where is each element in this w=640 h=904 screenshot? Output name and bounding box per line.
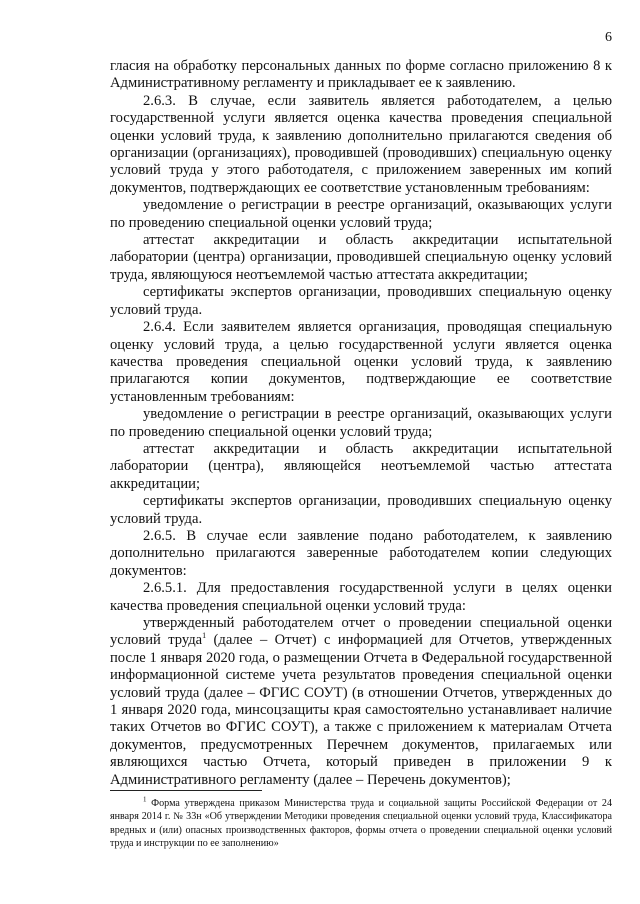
paragraph-accreditation-certificate: аттестат аккредитации и область аккредитации испытательной лаборатории (центра) организации, проводившей специальную оценку условий труда, являющуюся неотъемлемой частью аттестата аккредитации; <box>110 232 612 283</box>
body-text <box>110 58 612 789</box>
footnote-text: Форма утверждена приказом Министерства труда и социальной защиты Российской Федерации от 24 января 2014 г. № 33н «Об утверждении Методики проведения специальной оценки условий труда, Классификатора вредных и (или) опасных производственных факторов, формы отчета о проведении специальной оценки условий труда и инструкции по ее заполнению» <box>110 798 612 849</box>
paragraph-expert-certificates: сертификаты экспертов организации, проводивших специальную оценку условий труда. <box>110 284 612 318</box>
paragraph-2-6-3: 2.6.3. В случае, если заявитель является работодателем, а целью государственной услуги является оценка качества проведения специальной оценки условий труда, к заявлению дополнительно прилагаются сведения об организации (организациях), проводившей (проводивших) специальную оценку условий труда у этого работодателя, с приложением заверенных им копий документов, подтверждающих ее соответствие установленным требованиям: <box>110 92 612 196</box>
paragraph-continuation: гласия на обработку персональных данных по форме согласно приложению 8 к Административному регламенту и прикладывает ее к заявлению. <box>110 58 612 92</box>
paragraph-registry-notice-2: уведомление о регистрации в реестре организаций, оказывающих услуги по проведению специальной оценки условий труда; <box>110 406 612 440</box>
paragraph-expert-certificates-2: сертификаты экспертов организации, проводивших специальную оценку условий труда. <box>110 493 612 527</box>
paragraph-registry-notice: уведомление о регистрации в реестре организаций, оказывающих услуги по проведению специальной оценки условий труда; <box>110 197 612 231</box>
report-text-end: (далее – Отчет) с информацией для Отчетов, утвержденных после 1 января 2020 года, о размещении Отчета в Федеральной государственной информационной системе учета результатов проведения специальной оценки условий труда (далее – ФГИС СОУТ) (в отношении Отчетов, утвержденных до 1 января 2020 года, минсоцзащиты края самостоятельно устанавливает наличие таких Отчетов во ФГИС СОУТ), а также с приложением к материалам Отчета документов, предусмотренных Перечнем документов, прилагаемых или являющихся частью Отчета, который приведен в приложении 9 к Административного регламенту (далее – Перечень документов); <box>110 632 613 788</box>
page-number: 6 <box>605 30 612 45</box>
paragraph-accreditation-certificate-2: аттестат аккредитации и область аккредитации испытательной лаборатории (центра), являющейся неотъемлемой частью аттестата аккредитации; <box>110 440 612 492</box>
paragraph-approved-report <box>110 615 612 789</box>
footnote-mark: 1 <box>143 795 147 804</box>
footnote-divider <box>110 790 262 791</box>
footnote <box>110 797 612 850</box>
report-text-start: утвержденный работодателем отчет о проведении специальной оценки условий труда <box>110 615 612 649</box>
paragraph-2-6-5-1: 2.6.5.1. Для предоставления государственной услуги в целях оценки качества проведения специальной оценки условий труда: <box>110 580 612 614</box>
footnote-reference: 1 <box>202 631 207 641</box>
paragraph-2-6-5: 2.6.5. В случае если заявление подано работодателем, к заявлению дополнительно прилагаются заверенные работодателем копии следующих документов: <box>110 527 612 579</box>
paragraph-2-6-4: 2.6.4. Если заявителем является организация, проводящая специальную оценку условий труда, а целью государственной услуги является оценка качества проведения специальной оценки условий труда, к заявлению прилагаются копии документов, подтверждающие ее соответствие установленным требованиям: <box>110 319 612 405</box>
